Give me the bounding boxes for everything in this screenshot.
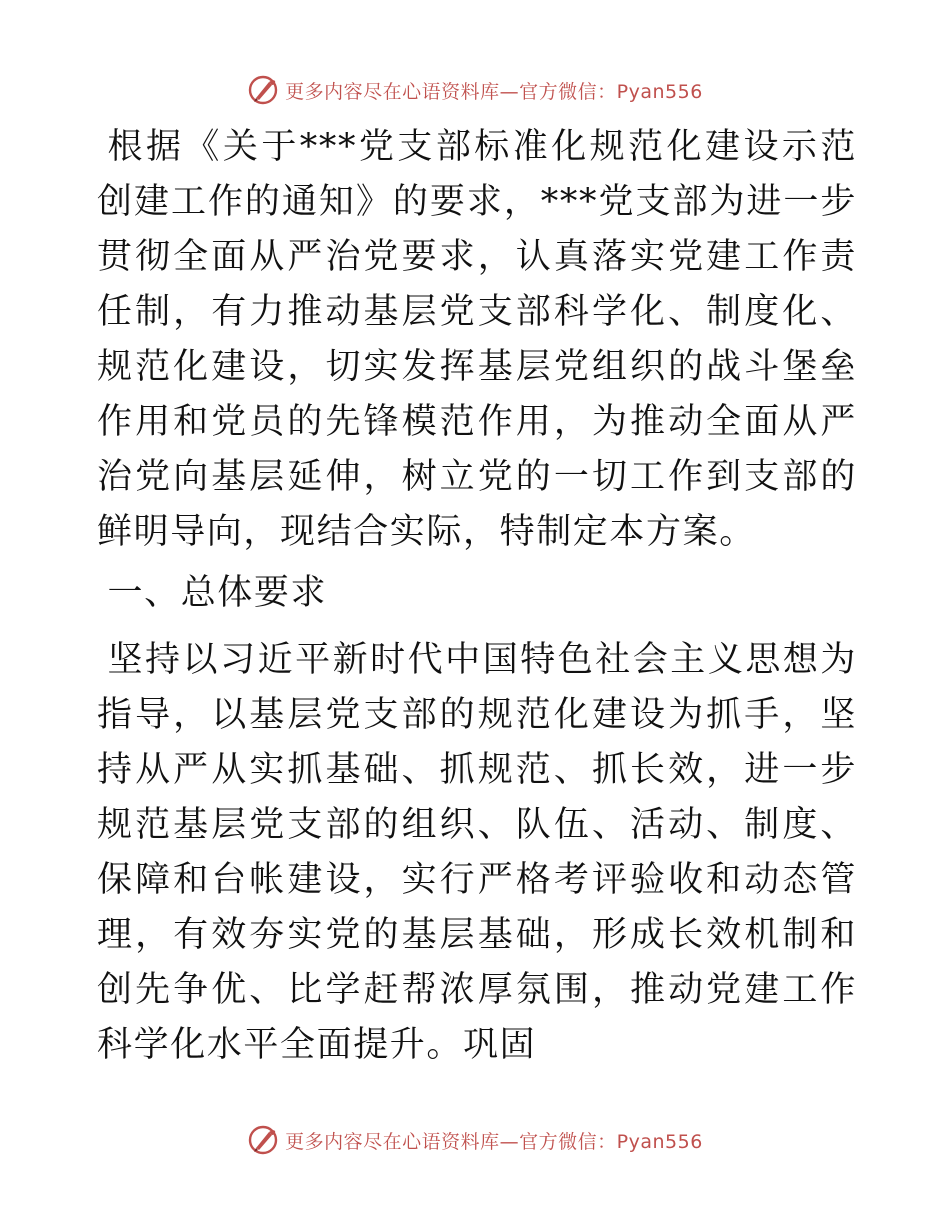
document-body [97,120,857,1073]
section-paragraph-overall-requirements: 坚持以习近平新时代中国特色社会主义思想为指导，以基层党支部的规范化建设为抓手，坚持从严从实抓基础、抓规范、抓长效，进一步规范基层党支部的组织、队伍、活动、制度、保障和台帐建设，实行严格考评验收和动态管理，有效夯实党的基层基础，形成长效机制和创先争优、比学赶帮浓厚氛围，推动党建工作科学化水平全面提升。巩固 [97,640,857,1065]
section-heading-overall-requirements: 一、总体要求 [107,573,328,613]
footer-watermark [0,1120,950,1160]
watermark-text: 更多内容尽在心语资料库—官方微信：Pyan556 [285,80,703,103]
quill-pen-logo-icon [247,74,279,106]
quill-pen-logo-icon [247,1124,279,1156]
watermark-text: 更多内容尽在心语资料库—官方微信：Pyan556 [285,1130,703,1153]
header-watermark [0,70,950,110]
intro-paragraph: 根据《关于***党支部标准化规范化建设示范创建工作的通知》的要求，***党支部为进一步贯彻全面从严治党要求，认真落实党建工作责任制，有力推动基层党支部科学化、制度化、规范化建设，切实发挥基层党组织的战斗堡垒作用和党员的先锋模范作用，为推动全面从严治党向基层延伸，树立党的一切工作到支部的鲜明导向，现结合实际，特制定本方案。 [97,127,857,552]
